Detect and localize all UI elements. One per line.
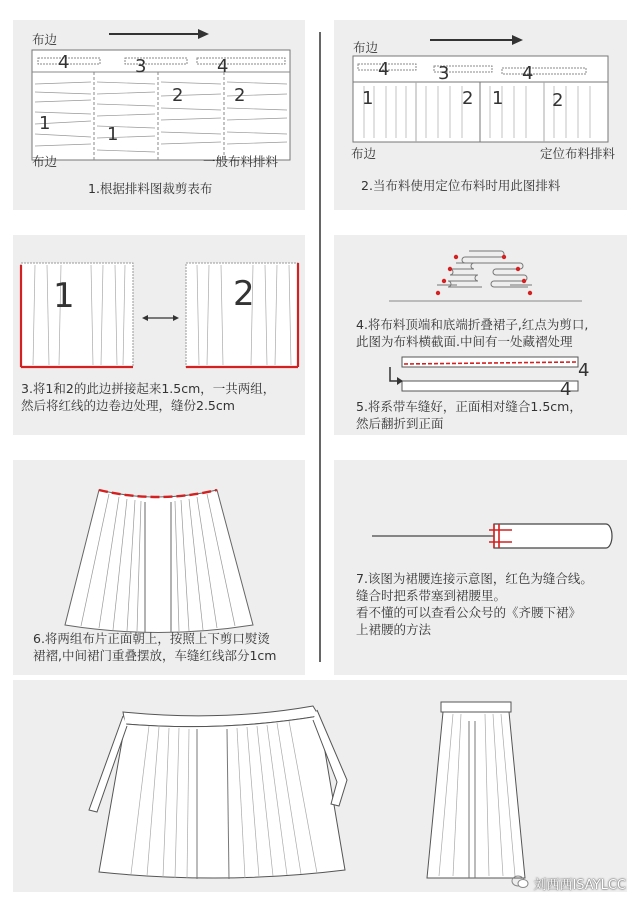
step-2-caption: 2.当布料使用定位布料时用此图排料 <box>361 178 561 193</box>
watermark <box>511 874 626 893</box>
caption-line: 上裙腰的方法 <box>356 622 432 637</box>
panel-2-positioned-layout <box>334 20 627 210</box>
panel-5-pleat-assembly <box>13 460 305 675</box>
selvage-label-bottom: 布边 <box>32 154 58 169</box>
piece-number: 1 <box>362 88 374 109</box>
tie-strip-bottom <box>402 381 578 391</box>
caption-line: 4.将布料顶端和底端折叠裙子,红点为剪口, <box>356 317 589 332</box>
layout-type-label: 定位布料排料 <box>540 146 616 161</box>
caption-line: 此图为布料横截面.中间有一处藏褶处理 <box>356 334 573 349</box>
piece-number: 4 <box>522 63 534 84</box>
side-skirt-body <box>427 712 525 878</box>
selvage-label-bottom: 布边 <box>351 146 377 161</box>
skirt-shape <box>65 490 253 633</box>
piece-number: 4 <box>58 52 70 73</box>
panel-7-finished-skirt <box>13 680 627 892</box>
join-arrow-head-left <box>142 315 148 321</box>
step-3-caption <box>21 380 275 414</box>
piece-number: 2 <box>462 88 474 109</box>
caption-line: 7.该图为裙腰连接示意图，红色为缝合线。 <box>356 571 593 586</box>
join-arrow-head-right <box>173 315 179 321</box>
step-4-caption <box>356 316 588 350</box>
side-waistband <box>441 702 511 712</box>
piece-number: 4 <box>378 59 390 80</box>
caption-line: 看不懂的可以查看公众号的《齐腰下裙》 <box>356 605 582 620</box>
piece-number: 2 <box>233 274 255 314</box>
waistband-tube <box>494 524 612 548</box>
grain-arrow-head <box>512 35 523 45</box>
step-5-caption <box>356 398 582 432</box>
caption-line: 6.将两组布片正面朝上，按照上下剪口熨烫 <box>33 631 270 646</box>
finished-skirt-illustration <box>13 680 627 892</box>
piece-number: 2 <box>234 85 246 106</box>
panel-3-seam-joining <box>13 235 305 435</box>
step-1-caption: 1.根据排料图裁剪表布 <box>88 181 213 196</box>
panel-1-general-layout <box>13 20 305 210</box>
panel-4-folding-and-ties <box>334 235 627 435</box>
selvage-label-top: 布边 <box>32 32 58 47</box>
piece-number: 4 <box>578 360 590 381</box>
caption-line: 3.将1和2的此边拼接起来1.5cm，一共两组， <box>21 381 276 396</box>
caption-line: 然后翻折到正面 <box>356 416 444 431</box>
turn-arrow <box>390 367 398 381</box>
piece-number: 1 <box>53 276 75 316</box>
grain-arrow-head <box>198 29 209 39</box>
piece-number: 1 <box>39 113 51 134</box>
column-divider <box>319 32 321 662</box>
piece-number: 1 <box>492 88 504 109</box>
piece-number: 2 <box>552 90 564 111</box>
piece-number: 4 <box>560 379 572 400</box>
panel-6-waistband <box>334 460 627 675</box>
layout-type-label: 一般布料排料 <box>203 154 279 169</box>
piece-number: 4 <box>217 56 229 77</box>
piece-number: 1 <box>107 124 119 145</box>
step-7-caption <box>356 570 593 638</box>
piece-number: 2 <box>172 85 184 106</box>
step-6-caption <box>33 630 276 664</box>
piece-number: 3 <box>135 56 147 77</box>
selvage-label-top: 布边 <box>353 40 379 55</box>
caption-line: 然后将红线的边卷边处理，缝份2.5cm <box>21 398 235 413</box>
caption-line: 裙褶,中间裙门重叠摆放，车缝红线部分1cm <box>33 648 277 663</box>
wechat-icon <box>511 875 529 893</box>
front-skirt-body <box>99 716 345 878</box>
waistband-connection-diagram <box>334 460 627 675</box>
caption-line: 5.将系带车缝好，正面相对缝合1.5cm， <box>356 399 582 414</box>
caption-line: 缝合时把系带塞到裙腰里。 <box>356 588 507 603</box>
piece-number: 3 <box>438 63 450 84</box>
watermark-text: 刘西西ISAYLCC <box>533 878 626 893</box>
